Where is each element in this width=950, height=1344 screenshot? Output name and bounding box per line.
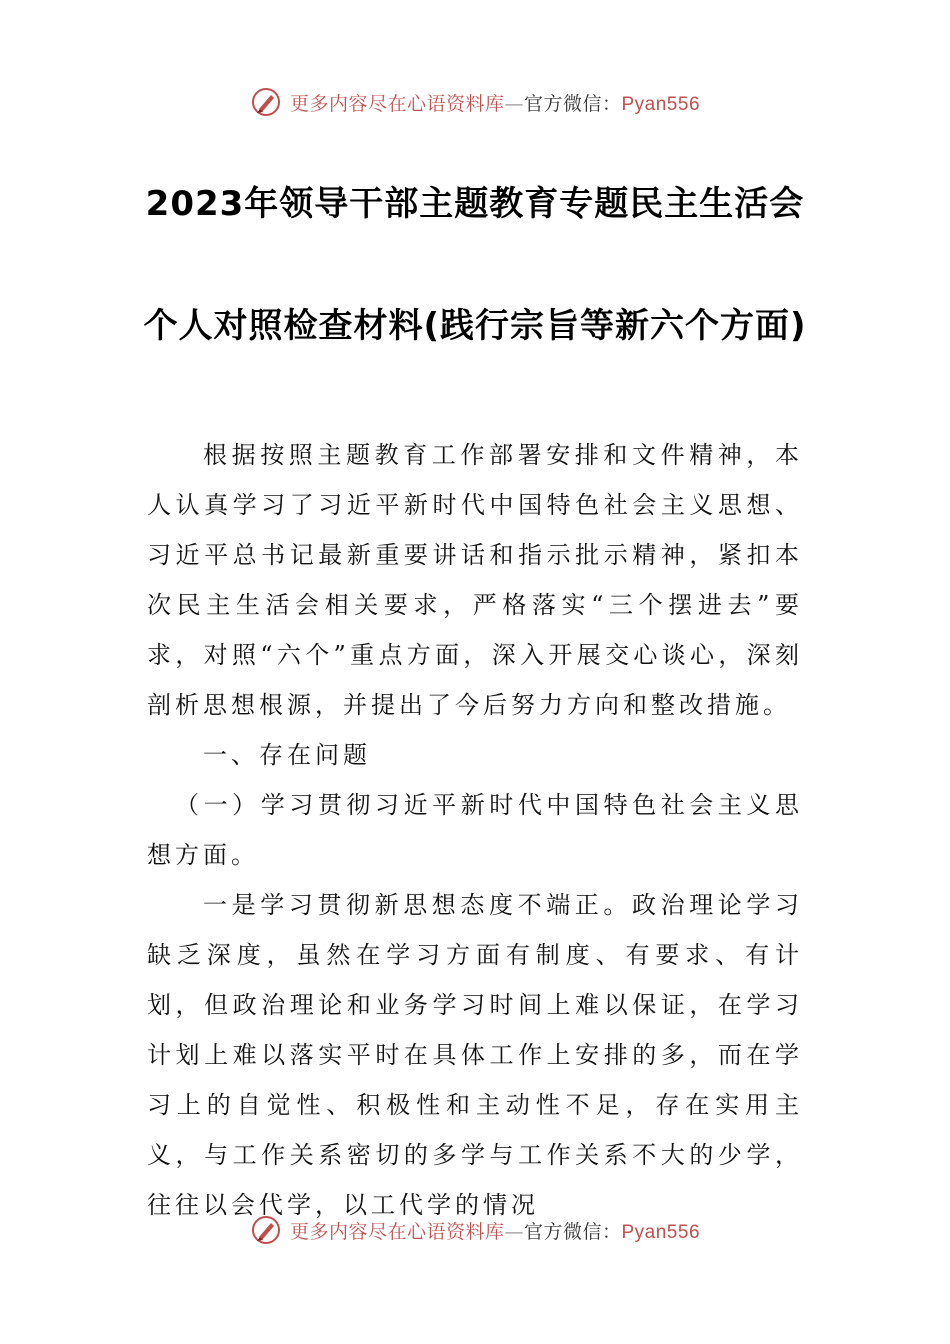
watermark-text: 更多内容尽在心语资料库—官方微信：Pyan556	[289, 1220, 701, 1243]
body-paragraph: 一是学习贯彻新思想态度不端正。政治理论学习缺乏深度，虽然在学习方面有制度、有要求、有计划，但政治理论和业务学习时间上难以保证，在学习计划上难以落实平时在具体工作上安排的多，而在学习上的自觉性、积极性和主动性不足，存在实用主义，与工作关系密切的多学与工作关系不大的少学，往往以会代学，以工代学的情况	[147, 891, 803, 1219]
footer-watermark	[0, 1210, 950, 1250]
intro-paragraph: 根据按照主题教育工作部署安排和文件精神，本人认真学习了习近平新时代中国特色社会主义思想、习近平总书记最新重要讲话和指示批示精神，紧扣本次民主生活会相关要求，严格落实“三个摆进去”要求，对照“六个”重点方面，深入开展交心谈心，深刻剖析思想根源，并提出了今后努力方向和整改措施。	[147, 441, 803, 719]
pen-logo-icon	[250, 86, 282, 118]
document-title-line-2: 个人对照检查材料(践行宗旨等新六个方面)	[143, 306, 807, 346]
document-title-line-1: 2023年领导干部主题教育专题民主生活会	[145, 184, 805, 224]
header-watermark	[0, 82, 950, 122]
pen-logo-icon	[250, 1214, 282, 1246]
section-heading: 一、存在问题	[203, 741, 371, 769]
subsection-heading: （一）学习贯彻习近平新时代中国特色社会主义思想方面。	[147, 791, 803, 869]
watermark-text: 更多内容尽在心语资料库—官方微信：Pyan556	[289, 92, 701, 115]
